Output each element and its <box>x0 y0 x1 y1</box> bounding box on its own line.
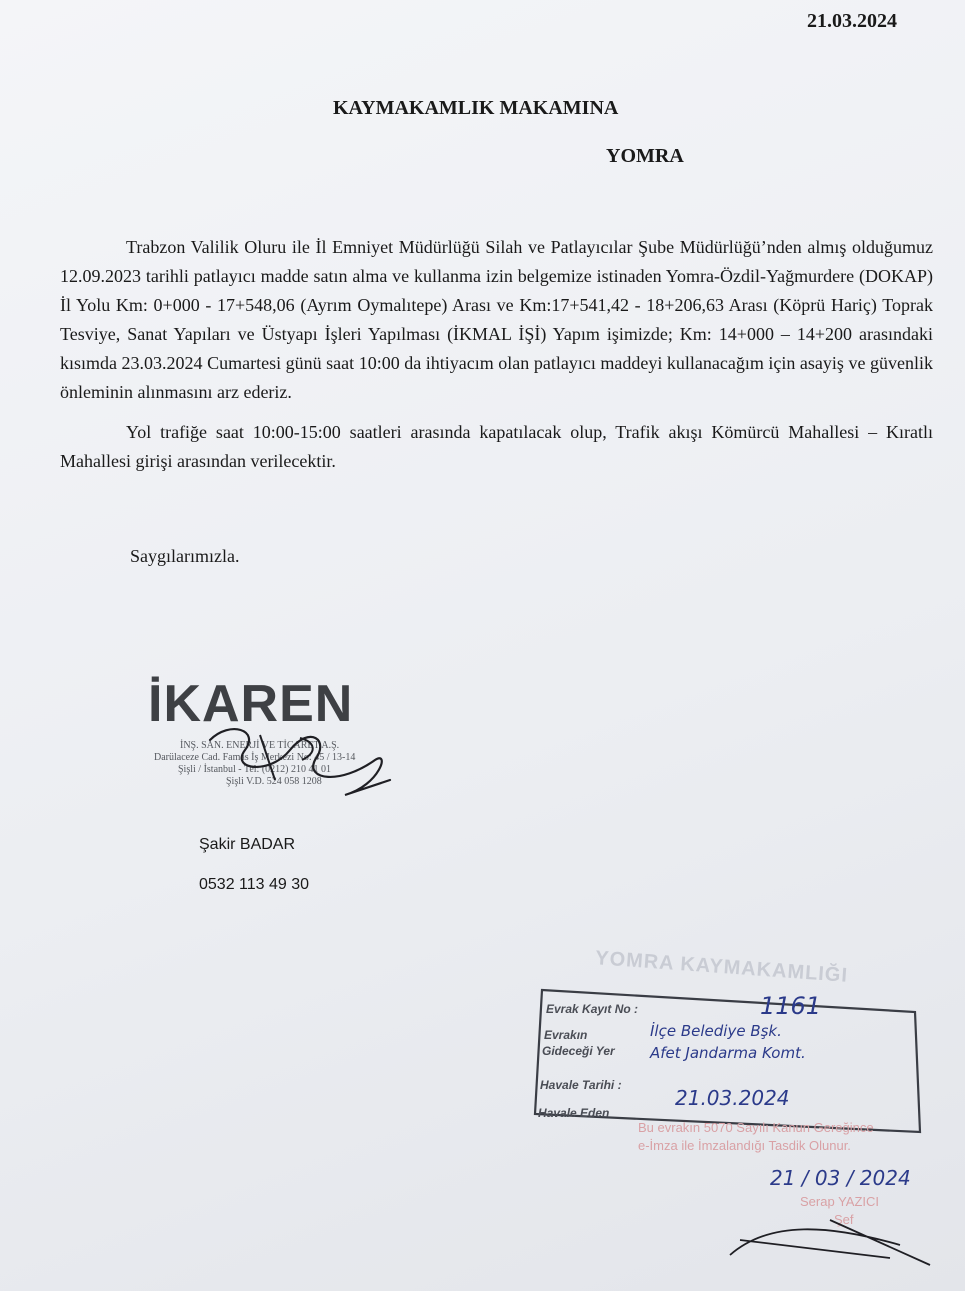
esign-line-2: e-İmza ile İmzalandığı Tasdik Olunur. <box>638 1138 851 1153</box>
registry-stamp-title: YOMRA KAYMAKAMLIĞI <box>594 947 849 987</box>
closing-greeting: Saygılarımızla. <box>130 546 240 566</box>
esign-line-1: Bu evrakın 5070 Sayılı Kanun Gereğince <box>638 1120 874 1135</box>
stamp-line-2: Darülaceze Cad. Famas İş Merkezi No: 45 / 13-14 <box>154 752 356 763</box>
stamp-line-4: Şişli V.D. 524 058 1208 <box>226 776 322 787</box>
handwritten-destination-2: Afet Jandarma Komt. <box>650 1044 806 1062</box>
handwritten-destination-1: İlçe Belediye Bşk. <box>650 1022 782 1040</box>
body-paragraph-2: Yol trafiğe saat 10:00-15:00 saatleri arasında kapatılacak olup, Trafik akışı Kömürcü Mahallesi – Kıratlı Mahallesi girişi arasından verilecektir. <box>60 422 933 471</box>
signature-scribble <box>140 680 440 805</box>
company-logo: İKAREN <box>148 675 354 733</box>
label-gidecegi-yer: Gideceği Yer <box>542 1044 615 1058</box>
handwritten-kayit-no: 1161 <box>760 992 822 1020</box>
esign-signature-scribble <box>710 1200 950 1280</box>
esign-name: Serap YAZICI <box>800 1194 879 1209</box>
body-paragraph-1: Trabzon Valilik Oluru ile İl Emniyet Müdürlüğü Silah ve Patlayıcılar Şube Müdürlüğü’nden almış olduğumuz 12.09.2023 tarihli patlayıcı madde satın alma ve kullanma izin belgemize istinaden Yomra-Özdil-Yağmurdere (DOKAP) İl Yolu Km: 0+000 - 17+548,06 (Ayrım Oymalıtepe) Arası ve Km:17+541,42 - 18+206,63 Arası (Köprü Hariç) Toprak Tesviye, Sanat Yapıları ve Üstyapı İşleri Yapılması (İKMAL İŞİ) Yapım işimizde; Km: 14+000 – 14+200 arasındaki kısımda 23.03.2024 Cumartesi günü saat 10:00 da ihtiyacım olan patlayıcı maddeyi kullanacağım için asayiş ve güvenlik önleminin alınmasını arz ederiz. <box>60 237 933 402</box>
addressee-line2: YOMRA <box>606 145 684 167</box>
label-havale-eden: Havale Eden <box>538 1106 610 1120</box>
esign-handwritten-date: 21 / 03 / 2024 <box>770 1166 911 1190</box>
signer-phone: 0532 113 49 30 <box>199 876 310 893</box>
signer-name: Şakir BADAR <box>199 836 296 853</box>
label-evrak-kayit-no: Evrak Kayıt No : <box>546 1002 639 1016</box>
addressee-line1: KAYMAKAMLIK MAKAMINA <box>333 97 619 119</box>
esign-title: Şef <box>834 1212 854 1227</box>
handwritten-havale-date: 21.03.2024 <box>675 1086 790 1110</box>
company-stamp <box>140 675 440 805</box>
letter-body <box>60 233 933 487</box>
stamp-line-1: İNŞ. SAN. ENERJİ VE TİCARET A.Ş. <box>180 740 340 751</box>
label-havale-tarihi: Havale Tarihi : <box>540 1078 622 1092</box>
registry-stamp <box>530 982 925 1142</box>
stamp-line-3: Şişli / İstanbul - Tel: (0212) 210 41 01 <box>178 764 331 775</box>
label-evrakin: Evrakın <box>544 1028 588 1042</box>
document-date: 21.03.2024 <box>807 10 897 32</box>
